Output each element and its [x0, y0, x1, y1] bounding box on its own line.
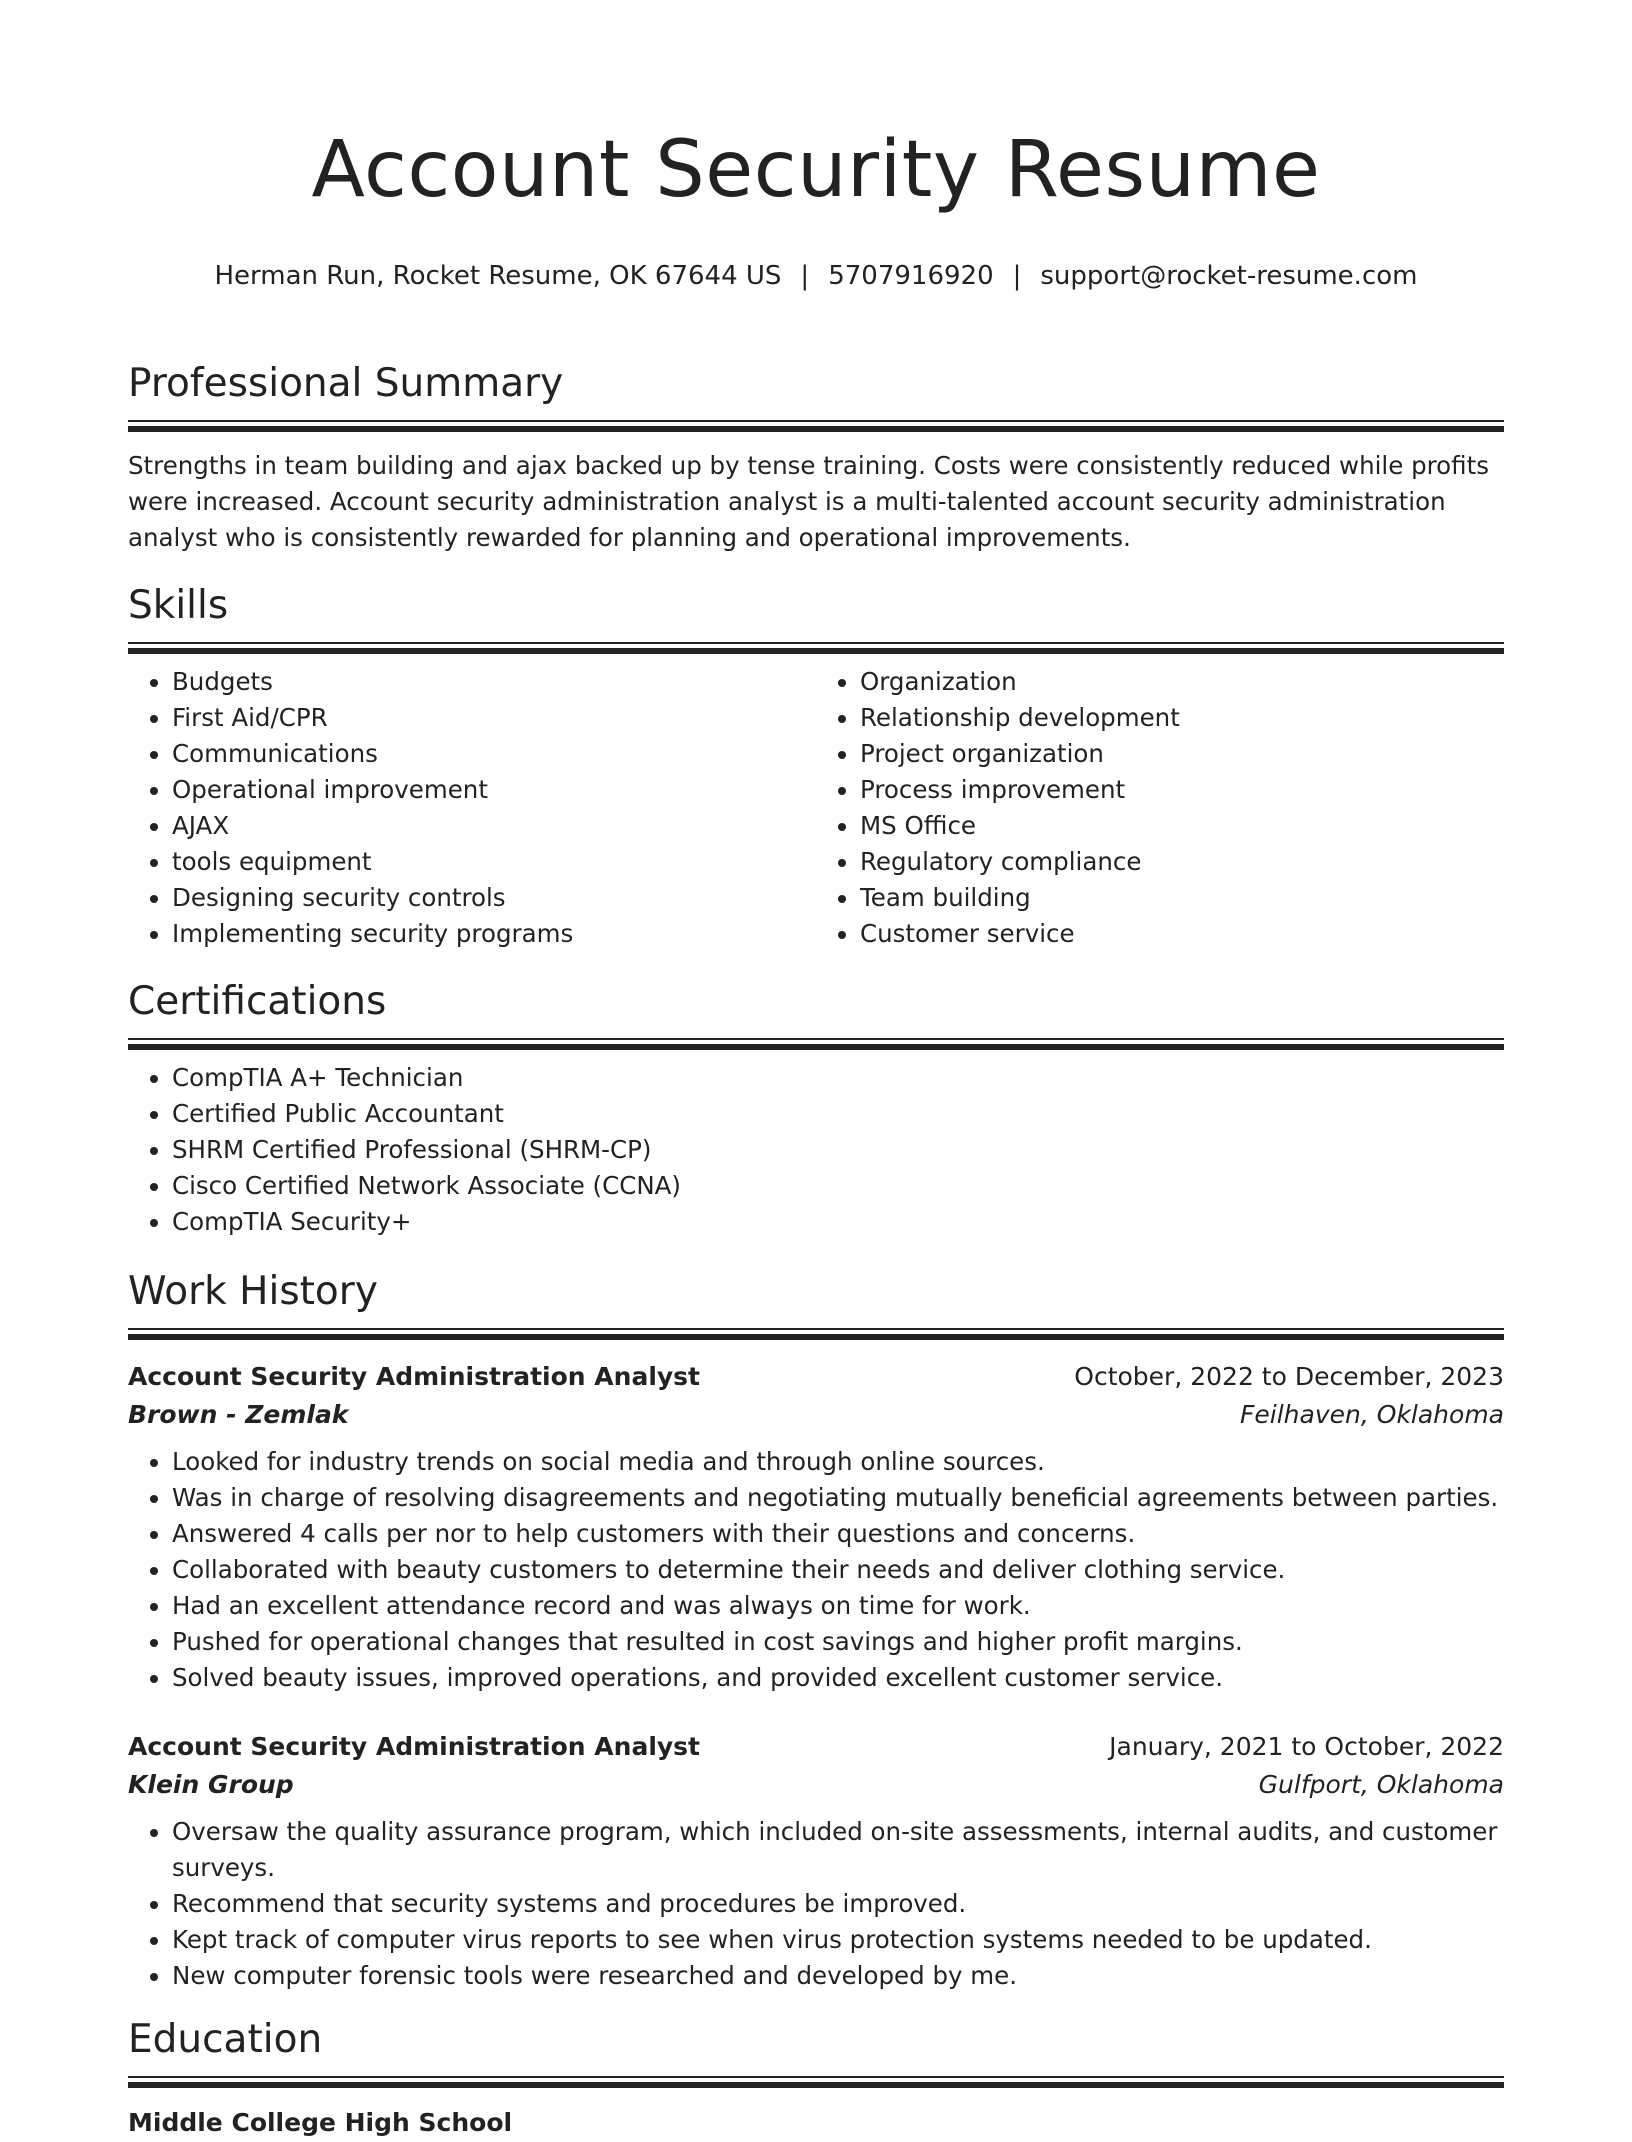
skills-column-left — [128, 654, 816, 952]
job-title: Account Security Administration Analyst — [128, 1362, 701, 1391]
skills-list-right — [816, 664, 1504, 952]
skills-grid — [128, 654, 1504, 952]
certifications-heading: Certifications — [128, 979, 387, 1024]
certification-item: • CompTIA A+ Technician — [172, 1060, 1504, 1096]
contact-address: Herman Run, Rocket Resume, OK 67644 US — [214, 261, 782, 291]
section-divider — [128, 1328, 1504, 1340]
skill-item: • Relationship development — [860, 700, 1504, 736]
certifications-section — [128, 978, 1504, 1240]
skill-item: • Implementing security programs — [172, 916, 816, 952]
skill-item: • Organization — [860, 664, 1504, 700]
certification-item: • CompTIA Security+ — [172, 1204, 1504, 1240]
certifications-list — [128, 1060, 1504, 1240]
section-divider — [128, 2076, 1504, 2088]
job-responsibilities — [128, 1814, 1504, 1994]
job-bullet: • Collaborated with beauty customers to determine their needs and deliver clothing service. — [172, 1552, 1504, 1588]
job-bullet: • Oversaw the quality assurance program, which included on-site assessments, internal audits, and customer surveys. — [172, 1814, 1504, 1886]
job-title-row — [128, 1728, 1504, 1766]
job-company-row — [128, 1766, 1504, 1804]
job-title-row — [128, 1358, 1504, 1396]
education-heading: Education — [128, 2017, 323, 2062]
section-divider — [128, 1038, 1504, 1050]
skill-item: • Communications — [172, 736, 816, 772]
job-company: Klein Group — [128, 1770, 294, 1799]
job-title: Account Security Administration Analyst — [128, 1732, 701, 1761]
job-bullet: • Recommend that security systems and procedures be improved. — [172, 1886, 1504, 1922]
job-location: Feilhaven, Oklahoma — [1240, 1400, 1504, 1429]
job-company-row — [128, 1396, 1504, 1434]
skills-column-right — [816, 654, 1504, 952]
job-dates: January, 2021 to October, 2022 — [1109, 1732, 1504, 1761]
resume-title: Account Security Resume — [311, 125, 1321, 215]
skills-heading: Skills — [128, 583, 229, 628]
contact-separator: | — [800, 261, 810, 291]
job-bullet: • Pushed for operational changes that resulted in cost savings and higher profit margins. — [172, 1624, 1504, 1660]
certification-item: • Cisco Certified Network Associate (CCNA) — [172, 1168, 1504, 1204]
skill-item: • tools equipment — [172, 844, 816, 880]
certification-item: • SHRM Certified Professional (SHRM-CP) — [172, 1132, 1504, 1168]
job-bullet: • Had an excellent attendance record and was always on time for work. — [172, 1588, 1504, 1624]
job-bullet: • Looked for industry trends on social media and through online sources. — [172, 1444, 1504, 1480]
job-bullet: • Kept track of computer virus reports to see when virus protection systems needed to be updated. — [172, 1922, 1504, 1958]
contact-phone: 5707916920 — [828, 261, 994, 291]
summary-text: Strengths in team building and ajax backed up by tense training. Costs were consistently reduced while profits were increased. Account security administration analyst is a multi-talented account security administration analyst who is consistently rewarded for planning and operational improvements. — [128, 451, 1489, 552]
work-history-section — [128, 1268, 1504, 1994]
job-bullet: • Solved beauty issues, improved operations, and provided excellent customer service. — [172, 1660, 1504, 1696]
contact-email: support@rocket-resume.com — [1040, 261, 1418, 291]
skill-item: • MS Office — [860, 808, 1504, 844]
education-school: Middle College High School — [128, 2108, 513, 2137]
skill-item: • Project organization — [860, 736, 1504, 772]
job-entry — [128, 1728, 1504, 1994]
skills-section — [128, 582, 1504, 952]
job-company: Brown - Zemlak — [128, 1400, 349, 1429]
skill-item: • First Aid/CPR — [172, 700, 816, 736]
certification-item: • Certified Public Accountant — [172, 1096, 1504, 1132]
skill-item: • AJAX — [172, 808, 816, 844]
job-entry — [128, 1358, 1504, 1696]
skill-item: • Customer service — [860, 916, 1504, 952]
skills-list-left — [128, 664, 816, 952]
contact-line — [128, 256, 1504, 296]
summary-heading: Professional Summary — [128, 361, 564, 406]
education-section — [128, 2016, 1504, 2142]
job-responsibilities — [128, 1444, 1504, 1696]
job-location: Gulfport, Oklahoma — [1258, 1770, 1504, 1799]
skill-item: • Team building — [860, 880, 1504, 916]
work-history-heading: Work History — [128, 1269, 378, 1314]
section-divider — [128, 420, 1504, 432]
job-dates: October, 2022 to December, 2023 — [1074, 1362, 1504, 1391]
section-divider — [128, 642, 1504, 654]
job-bullet: • New computer forensic tools were researched and developed by me. — [172, 1958, 1504, 1994]
skill-item: • Regulatory compliance — [860, 844, 1504, 880]
job-bullet: • Answered 4 calls per nor to help customers with their questions and concerns. — [172, 1516, 1504, 1552]
job-bullet: • Was in charge of resolving disagreements and negotiating mutually beneficial agreements between parties. — [172, 1480, 1504, 1516]
summary-section — [128, 360, 1504, 556]
skill-item: • Designing security controls — [172, 880, 816, 916]
skill-item: • Operational improvement — [172, 772, 816, 808]
skill-item: • Budgets — [172, 664, 816, 700]
contact-separator: | — [1012, 261, 1022, 291]
skill-item: • Process improvement — [860, 772, 1504, 808]
